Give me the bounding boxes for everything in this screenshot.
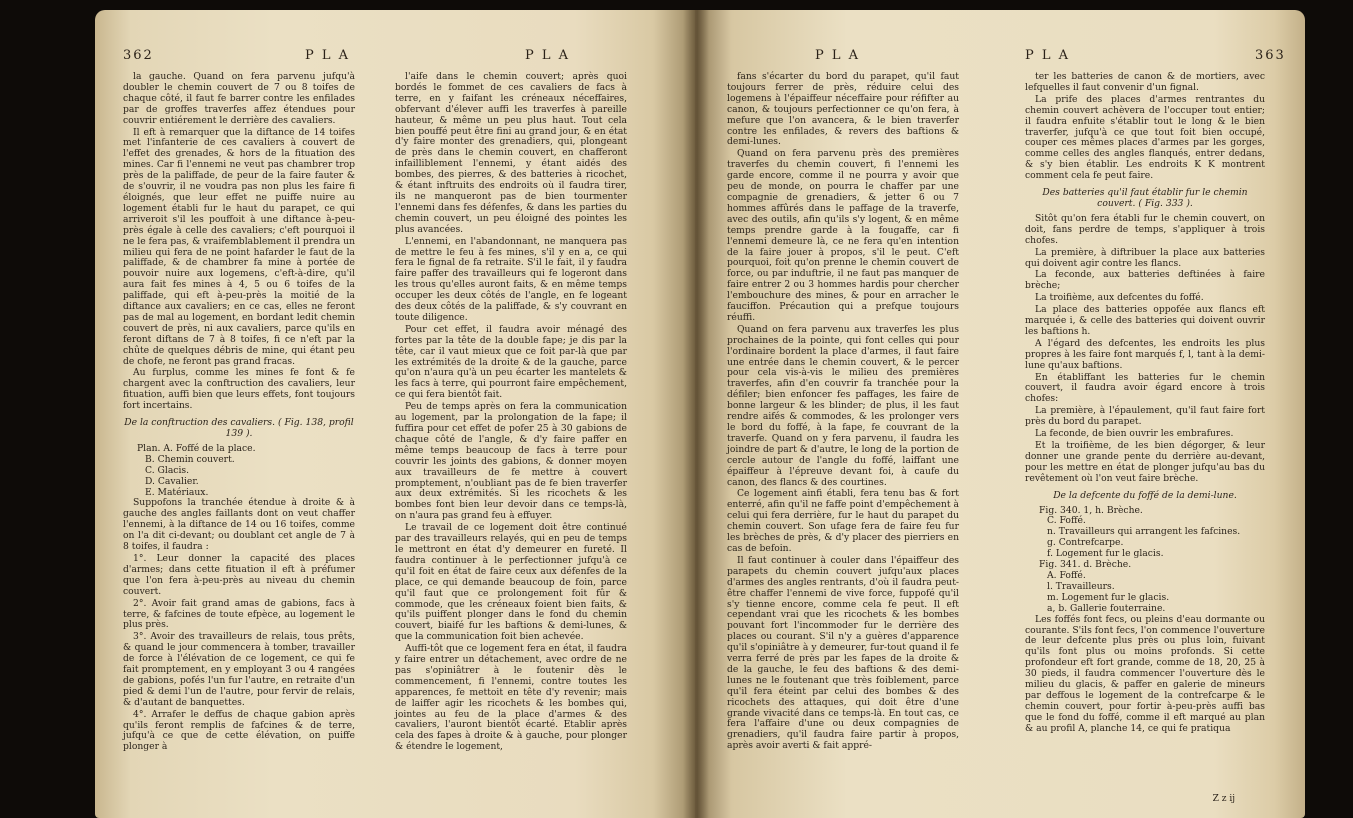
legend-item: A. Foffé. [1047,569,1086,581]
paragraph: Auffi-tôt que ce logement fera en état, il faudra y faire entrer un détachement, avec ordre de ne pas s'opiniâtrer à le foutenir dès le commencement, fi l'ennemi, contre toutes les apparences, fe mettoit en tête d'y revenir; mais de laiffer agir les ricochets & les bombes qui, jointes au feu de la place d'armes & des cavaliers, l'auront bientôt écarté. Etablir après cela des fapes à droite & à gauche, pour plonger & étendre le logement, [395,643,627,753]
legend-item: f. Logement fur le glacis. [1047,548,1164,560]
legend-item: Fig. 341. d. Brèche. [1039,559,1132,571]
legend-item: a, b. Gallerie fouterraine. [1047,602,1166,614]
section-caption: De la defcente du foffé de la demi-lune. [1053,489,1237,501]
right-page-number: 363 [1255,48,1286,63]
legend-item: l. Travailleurs. [1047,580,1115,592]
left-page-number: 362 [123,48,154,63]
left-page [95,10,695,818]
paragraph: Il eft à remarquer que la diftance de 14 toifes met l'infanterie de ces cavaliers à couvert de l'effet des grenades, & hors de la fituation des mines. Car fi l'ennemi ne veut pas chambrer trop près de la paliffade, de peur de la faire fauter & de s'ouvrir, il ne voudra pas non plus les faire fi éloignés, que leur effet ne puiffe nuire au logement établi fur le haut du parapet, ce qui arriveroit s'il les pouffoit à une diftance à-peu-près égale à celle des cavaliers; c'eft pourquoi il ne le fera pas, & vraifemblablement il prendra un milieu qui fera de ne point hafarder le faut de la paliffade, & de chambrer fa mine à portée de pouvoir nuire aux logemens, c'eft-à-dire, qu'il aura fait fes mines à 4, 5 ou 6 toifes de la paliffade, qui eft à-peu-près la moitié de la diftance aux cavaliers; en ce cas, elles ne feront pas de mal au logement, en bordant ledit chemin couvert de près, ni aux cavaliers, parce qu'ils en feront diftans de 7 à 8 toifes, fi ce n'eft par la chûte de quelques débris de mine, qui étant peu de chofe, ne feront pas grand fracas. [123,126,355,367]
paragraph: l'aife dans le chemin couvert; après quoi bordés le fommet de ces cavaliers de facs à terre, en y faifant les créneaux néceffaires, obfervant d'élever auffi les traverfes à pareille hauteur, & même un peu plus haut. Tout cela bien pouffé peut être fini au grand jour, & en état d'y faire monter des grenadiers, qui, plongeant de près dans le chemin couvert, en chafferont infailliblement l'ennemi, y étant aidés des bombes, des pierres, & des batteries à ricochet, & étant inftruits des endroits où il faudra tirer, ils ne manqueront pas de bien tourmenter l'ennemi dans fes défenfes, & dans les parties du chemin couvert, un peu éloigné des pointes les plus avancées. [395,71,627,235]
paragraph: Peu de temps après on fera la communication au logement, par la prolongation de la fape; il fuffira pour cet effet de pofer 25 à 30 gabions de chaque côté de l'angle, & d'y faire paffer en même temps beaucoup de facs à terre pour couvrir les joints des gabions, & donner moyen aux travailleurs de fe mettre à couvert promptement, n'oubliant pas de fe bien traverfer aux deux extrémités. Si les ricochets & les bombes font bien leur devoir dans ce temps-là, on n'aura pas grand feu à effuyer. [395,401,627,522]
left-column-1 [123,72,355,754]
right-column-2 [1025,72,1265,736]
left-column-2 [395,72,627,754]
paragraph: Quand on fera parvenu aux traverfes les plus prochaines de la pointe, qui font celles qui pour l'ordinaire bordent la place d'armes, il faut faire une entrée dans le chemin couvert, & le percer pour cela vis-à-vis le milieu des premières traverfes, afin d'en couvrir fa tranchée pour la défiler; bien enfoncer fes paffages, les faire de bonne largeur & les blinder; de plus, il les faut rendre aifés & commodes, & les prolonger vers le bord du foffé, à la fape, fe couvrant de la traverfe. Quand on y fera parvenu, il faudra les joindre de part & d'autre, le long de la portion de cercle autour de l'angle du foffé, laiffant une épaiffeur à l'épreuve devant foi, à caufe du canon, des flancs & des courtines. [727,323,959,488]
paragraph: Au furplus, comme les mines fe font & fe chargent avec la conftruction des cavaliers, leur fituation, auffi bien que leurs effets, font toujours fort incertains. [123,367,355,412]
paragraph: fans s'écarter du bord du parapet, qu'il faut toujours ferrer de près, réduire celui des logemens à l'épaiffeur néceffaire pour réfifter au canon, & toujours perfectionner ce qu'on fera, à mefure que l'on avancera, & le bien traverfer contre les enfilades, & revers des baftions & demi-lunes. [727,71,959,148]
paragraph: Sitôt qu'on fera établi fur le chemin couvert, on doit, fans perdre de temps, s'appliquer à trois chofes. [1025,212,1265,246]
paragraph: La feconde, aux batteries deftinées à faire brèche; [1025,269,1265,292]
paragraph: 2°. Avoir fait grand amas de gabions, facs à terre, & fafcines de toute efpèce, au logement le plus près. [123,597,355,631]
paragraph: Les foffés font fecs, ou pleins d'eau dormante ou courante. S'ils font fecs, l'on commence l'ouverture de leur defcente plus près ou plus loin, fuivant qu'ils font plus ou moins profonds. Si cette profondeur eft fort grande, comme de 18, 20, 25 à 30 pieds, il faudra commencer l'ouverture dès le milieu du glacis, & paffer en galerie de mineurs par deffous le logement de la contrefcarpe & le chemin couvert, pour fortir à-peu-près auffi bas que le fond du foffé, comme il eft marqué au plan & au profil A, planche 14, ce qui fe pratiqua [1025,613,1265,734]
paragraph: 3°. Avoir des travailleurs de relais, tous prêts, & quand le jour commencera à tomber, travailler de force à l'élévation de ce logement, ce qui fe fait promptement, en y employant 3 ou 4 rangées de gabions, pofés l'un fur l'autre, en retraite d'un pied & demi l'un de l'autre, pour fervir de relais, & d'autant de banquettes. [123,631,355,708]
paragraph: Ce logement ainfi établi, fera tenu bas & fort enterré, afin qu'il ne faffe point d'empêchement à celui qui fera derrière, fur le haut du parapet du chemin couvert. Son ufage fera de faire feu fur les brèches de près, & d'y placer des pierriers en cas de befoin. [727,488,959,554]
paragraph: la gauche. Quand on fera parvenu jufqu'à doubler le chemin couvert de 7 ou 8 toifes de chaque côté, il faut fe barrer contre les enfilades par de groffes traverfes affez étendues pour couvrir entiérement le derrière des cavaliers. [123,71,355,126]
paragraph: 1°. Leur donner la capacité des places d'armes; dans cette fituation il eft à préfumer que l'on fera à-peu-près au niveau du chemin couvert. [123,552,355,597]
legend-item: D. Cavalier. [145,475,199,487]
right-running-head: P L A [815,48,861,63]
paragraph: Quand on fera parvenu près des premières traverfes du chemin couvert, fi l'ennemi les garde encore, comme il ne pourra y avoir que peu de monde, on pourra le chaffer par une compagnie de grenadiers, & jetter 6 ou 7 hommes affûrés dans le paffage de la traverfe, avec des outils, afin qu'ils s'y logent, & en même temps prendre garde à la fougaffe, car fi l'ennemi demeure là, ce ne fera qu'en intention de la faire jouer à propos, s'il le peut. C'eft pourquoi, foit qu'on prenne le chemin couvert de force, ou par induftrie, il ne faut pas manquer de faire entrer 2 ou 3 hommes hardis pour chercher l'embouchure des mines, & pour en arracher le fauciffon. Précaution qui a prefque toujours réuffi. [727,148,959,323]
paragraph: ter les batteries de canon & de mortiers, avec lefquelles il faut convenir d'un fignal. [1025,71,1265,93]
book-gutter [683,10,709,818]
left-running-head: P L A [305,48,351,63]
paragraph: La première, à l'épaulement, qu'il faut faire fort près du bord du parapet. [1025,405,1265,428]
paragraph: Et la troifième, de les bien dégorger, & leur donner une grande pente du derrière au-devant, pour les mettre en état de plonger jufqu'au bas du revêtement où l'on veut faire brèche. [1025,440,1265,484]
paragraph: La feconde, de bien ouvrir les embrafures. [1035,428,1234,440]
right-running-head-col2: P L A [1025,48,1071,63]
paragraph: La première, à diftribuer la place aux batteries qui doivent agir contre les flancs. [1025,246,1265,269]
paragraph: Le travail de ce logement doit être continué par des travailleurs relayés, qui en peu de temps le mettront en état d'y demeurer en fureté. Il faudra continuer à le perfectionner jufqu'à ce qu'il foit en état de faire ceux aux défenfes de la place, ce qui demande beaucoup de foin, parce qu'il faut que ce prolongement foit fûr & commode, que les créneaux foient bien faits, & qu'ils puiffent plonger dans le fond du chemin couvert, biaifé fur les baftions & demi-lunes, & que la communication foit bien achevée. [395,522,627,643]
legend-item: E. Matériaux. [145,486,209,498]
legend-item: n. Travailleurs qui arrangent les fafcines. [1047,526,1241,538]
paragraph: 4°. Arrafer le deffus de chaque gabion après qu'ils feront remplis de fafcines & de terre, jufqu'à ce que de cette élévation, on puiffe plonger à [123,708,355,753]
section-caption: Des batteries qu'il faut établir fur le chemin couvert. ( Fig. 333 ). [1042,187,1248,209]
legend-item: Fig. 340. 1, h. Brèche. [1039,504,1143,516]
paragraph: Il faut continuer à couler dans l'épaiffeur des parapets du chemin couvert jufqu'aux places d'armes des angles rentrants, d'où il faudra peut-être chaffer l'ennemi de vive force, fuppofé qu'il s'y tienne encore, comme cela fe peut. Il eft cependant vrai que les ricochets & les bombes pouvant fort l'incommoder fur le derrière des places ou courant. S'il n'y a guères d'apparence qu'il s'opiniâtre à y demeurer, fur-tout quand il fe verra ferré de près par les fapes de la droite & de la gauche, le feu des baftions & des demi-lunes ne le foutenant que très foiblement, parce qu'il fera éteint par celui des bombes & des ricochets des attaques, qui doit être d'une grande vivacité dans ce temps-là. En tout cas, ce fera l'affaire d'une ou deux compagnies de grenadiers, qu'il faudra faire partir à propos, après avoir averti & fait appré- [727,554,959,752]
paragraph: La prife des places d'armes rentrantes du chemin couvert achèvera de l'occuper tout entier; il faudra enfuite s'établir tout le long & le bien traverfer, jufqu'à ce que tout foit bien occupé, couper ces mêmes places d'armes par les gorges, comme celles des angles flanqués, entrer dedans, & s'y bien établir. Les endroits K K montrent comment cela fe peut faire. [1025,93,1265,182]
right-column-1 [727,72,959,753]
open-book [95,10,1305,818]
right-page [695,10,1305,818]
left-running-head-col2: P L A [525,48,571,63]
legend-item: B. Chemin couvert. [145,453,235,465]
paragraph: Pour cet effet, il faudra avoir ménagé des fortes par la tête de la double fape; je dis par la tête, car il vaut mieux que ce foit par-là que par les extrémités de la droite & de la gauche, parce qu'on n'aura qu'à un peu écarter les mantelets & les facs à terre, qui pourront faire empêchement, ce qui fera bientôt fait. [395,323,627,401]
paragraph: La place des batteries oppofée aux flancs eft marquée i, & celle des batteries qui doivent ouvrir les baftions h. [1025,304,1265,337]
paragraph: Suppofons la tranchée étendue à droite & à gauche des angles faillants dont on veut chaffer l'ennemi, à la diftance de 14 ou 16 toifes, comme on l'a dit ci-devant; ou doublant cet angle de 7 à 8 toifes, il faudra : [123,497,355,553]
paragraph: La troifième, aux defcentes du foffé. [1035,292,1204,304]
legend-item: m. Logement fur le glacis. [1047,591,1170,603]
legend-item: C. Glacis. [145,464,190,476]
paragraph: A l'égard des defcentes, les endroits les plus propres à les faire font marqués f, l, tant à la demi-lune qu'aux baftions. [1025,337,1265,371]
paragraph: En établiffant les batteries fur le chemin couvert, il faudra avoir égard encore à trois chofes: [1025,371,1265,405]
signature-mark: Z z ij [1212,794,1235,804]
paragraph: L'ennemi, en l'abandonnant, ne manquera pas de mettre le feu à fes mines, s'il y en a, ce qui fera le fignal de fa retraite. S'il le fait, il y faudra faire paffer des travailleurs qui fe logeront dans les trous qu'elles auront faits, & en même temps occuper les deux côtés de l'angle, en fe logeant des deux côtés de la paliffade, & s'y couvrant en toute diligence. [395,235,627,323]
section-caption: De la conftruction des cavaliers. ( Fig. 138, profil 139 ). [124,417,354,439]
legend-item: g. Contrefcarpe. [1047,537,1124,549]
legend-item: Plan. A. Foffé de la place. [137,442,256,454]
legend-item: C. Foffé. [1047,515,1086,527]
